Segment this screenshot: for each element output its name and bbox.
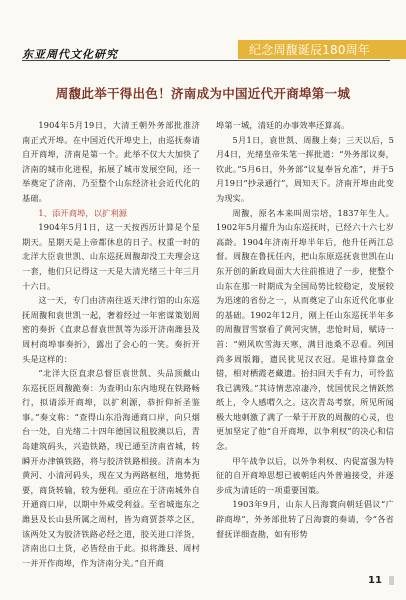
- paragraph: 5月1日，袁世凯、周馥上奏；三天以后，5月4日，光绪皇帝朱笔一挥批道：“外务部议奏，钦此。”5月6日，外务部“议复奉旨允准”，并于5月19日“抄录通行”，周知天下。济南开埠由此变为现实。: [216, 134, 394, 203]
- paragraph: 埠第一城，清廷的办事效率还算高。: [216, 120, 350, 130]
- paragraph: 周馥，原名本来叫周宗培，1837年生人。1902年5月擢升为山东巡抚时，已经六十六七岁高龄。1904年济南开埠半年后，他升任两江总督。周馥在鲁抚任内，把山东原巡抚袁世凯在山东开创的新政局面大大往前推进了一步，使整个山东在那一时期成为全国局势比较稳定，发展较为迅速的省份之一，从而奠定了山东近代化事业的基础。1902年12月，刚上任山东巡抚半年多的周馥冒雪察看了黄河灾情，悲怆时局，赋诗一首：“朔风吹雪海天寒，满目池桑不忍看。列国尚多周版籍，遗民犹见汉衣冠。是谁持算盘金错，相对栖霞老藏遗。抬扫回天手有力，可怜监我已满残。”其诗情悲凉凄冷，忧国忧民之情跃然纸上，令人感喟久之。这次青岛考察，所见所闻极大地刺激了满了一晕于开放的周馥的心灵，也更加坚定了他“自开商埠，以争利权”的决心和信念。: [216, 207, 394, 452]
- header-rule: [22, 60, 390, 61]
- anniversary-banner-text: 纪念周馥诞辰180周年: [249, 43, 371, 57]
- left-column: [22, 118, 200, 570]
- paragraph: 1904年5月19日，大清王朝外务部批准济南正式开埠。在中国近代开埠史上，由巡抚奏请自开商埠，济南是第一个。此举不仅大大加快了济南的城市化进程，拓展了城市发展空间，还一举奠定了济南、乃至整个山东经济社会近代化的基础。: [22, 120, 200, 203]
- journal-brand: 东亚周代文化研究: [22, 48, 118, 61]
- paragraph: 1903年9月，山东人吕海寰向朝廷倡议“广辟商埠”，外务部批转了吕海寰的奏请，令“各省督抚详细查勘，如有形势: [216, 499, 394, 539]
- page-number: 11: [368, 575, 382, 586]
- right-column: [216, 118, 394, 541]
- paragraph: “北洋大臣直隶总督臣袁世凯、头品顶戴山东巡抚臣周馥跪奏：为查明山东内地现在铁路畅行，拟请添开商埠，以扩利源，恭折仰祈圣鉴事。”奏文称：“查得山东沿海通商口岸，向只烟台一处，自光绪二十四年德国议租胶澳以后，青岛建筑码头，兴造铁路，现已通至济南省城，转瞬开办津镇铁路，将与胶济铁路相接。济南本为黄河、小清河码头，现在又为两路枢纽，地势扼要，商货转输，较为便利。亟应在于济南城外自开通商口岸，以期中外咸受利益。至省城迤东之潍县及长山县所属之周村，皆为商贾荟萃之区，该两处又为胶济铁路必经之道，胶关进口洋货，济南出口土货，必皆经由于此。拟将潍县、周村一并开作商埠，作为济南分关。”自开商: [22, 368, 200, 568]
- article-title: 周馥此举干得出色！济南成为中国近代开商埠第一城: [55, 86, 351, 101]
- section-subheading: 1、添开商埠，以扩利源: [38, 207, 128, 218]
- paragraph: 甲午战争以后，以外争利权、内促富强为特征的自开商埠思想已被朝廷内外普遍接受，并逐步成为清廷的一项重要国策。: [216, 455, 394, 495]
- paragraph: 1904年5月1日，这一天按西历计算是个星期天。星期天是上帝都休息的日子。权重一时的北洋大臣袁世凯、山东巡抚周馥却没工夫理会这一套，他们只记得这一天是大清光绪三十年三月十六日。: [22, 222, 200, 291]
- page-header: [0, 0, 406, 70]
- page-number-mark: [389, 576, 394, 585]
- paragraph: 这一天，专门由济南往返天津行馆的山东巡抚周馥和袁世凯一起，奢着经过一年密谋策划周密的奏折《直隶总督袁世凯等为添开济南潍县及周村商埠事奏折》，露出了会心的一笑。奏折开头是这样的：: [22, 295, 200, 364]
